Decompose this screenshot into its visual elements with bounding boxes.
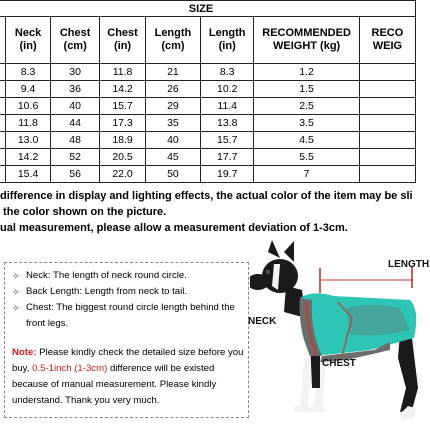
table-cell: 2.5 xyxy=(254,98,359,115)
table-cell: 8.3 xyxy=(6,64,51,81)
neck-label: NECK xyxy=(248,316,277,327)
table-cell: 1.5 xyxy=(254,81,359,98)
table-cell xyxy=(359,166,415,183)
table-cell: 11.8 xyxy=(100,64,146,81)
table-row xyxy=(0,64,416,81)
table-row xyxy=(0,81,416,98)
note-text-1: Please kindly check the detailed size before you buy, xyxy=(12,347,244,374)
length-measure-lines xyxy=(320,266,412,293)
disclaimer-notes xyxy=(0,188,430,236)
column-header: RECO WEIG xyxy=(359,17,415,64)
column-header: Length (cm) xyxy=(145,17,200,64)
table-cell xyxy=(359,115,415,132)
chest-label: CHEST xyxy=(322,358,356,369)
table-cell: 4.5 xyxy=(254,132,359,149)
table-cell: 17.7 xyxy=(201,149,254,166)
table-cell: 29 xyxy=(145,98,200,115)
table-cell: 14.2 xyxy=(100,81,146,98)
bullet-text: Chest: The biggest round circle length behind the front legs. xyxy=(26,302,235,329)
bullet-text: Back Length: Length from neck to tail. xyxy=(26,286,188,297)
column-header: Chest (cm) xyxy=(51,17,100,64)
note-line-measurement: ual measurement, please allow a measurement deviation of 1-3cm. xyxy=(0,222,348,234)
table-cell: 50 xyxy=(145,166,200,183)
table-cell: 45 xyxy=(145,149,200,166)
table-cell: 36 xyxy=(51,81,100,98)
bullet-chest xyxy=(12,300,244,332)
table-cell: 10.6 xyxy=(6,98,51,115)
table-cell: 8.3 xyxy=(201,64,254,81)
table-cell xyxy=(359,81,415,98)
table-cell: 52 xyxy=(51,149,100,166)
table-cell: 17.3 xyxy=(100,115,146,132)
measurement-guide-box xyxy=(4,262,249,418)
table-cell: 9.4 xyxy=(6,81,51,98)
table-cell: 5.5 xyxy=(254,149,359,166)
size-table-section xyxy=(0,0,430,185)
table-cell: 20.5 xyxy=(100,149,146,166)
table-cell xyxy=(359,132,415,149)
table-cell: 11.8 xyxy=(6,115,51,132)
diamond-bullet-icon: ✧ xyxy=(12,287,20,297)
table-cell: 40 xyxy=(51,98,100,115)
table-cell: 48 xyxy=(51,132,100,149)
table-cell: 15.7 xyxy=(100,98,146,115)
table-cell xyxy=(359,149,415,166)
table-cell xyxy=(359,64,415,81)
table-cell: 44 xyxy=(51,115,100,132)
table-cell: 18.9 xyxy=(100,132,146,149)
length-label: LENGTH xyxy=(388,259,430,270)
column-header: Length (in) xyxy=(201,17,254,64)
table-title: SIZE xyxy=(0,1,416,17)
note-line-picture: the color shown on the picture. xyxy=(0,206,167,218)
table-cell: 1.2 xyxy=(254,64,359,81)
table-row xyxy=(0,149,416,166)
dog-head xyxy=(250,240,298,293)
table-cell: 26 xyxy=(145,81,200,98)
diamond-bullet-icon: ✧ xyxy=(12,303,20,313)
bullet-neck xyxy=(12,268,244,284)
table-cell: 13.8 xyxy=(201,115,254,132)
table-cell: 7 xyxy=(254,166,359,183)
table-cell: 15.4 xyxy=(6,166,51,183)
bullet-back-length xyxy=(12,284,244,300)
table-cell: 15.7 xyxy=(201,132,254,149)
table-cell: 21 xyxy=(145,64,200,81)
diamond-bullet-icon: ✧ xyxy=(12,271,20,281)
note-text-2: difference will be existed because of manual measurement. Please kindly understand. Thank you very much. xyxy=(12,363,217,406)
table-row xyxy=(0,115,416,132)
note-label: Note: xyxy=(12,347,37,358)
column-header: RECOMMENDED WEIGHT (kg) xyxy=(254,17,359,64)
table-cell: 56 xyxy=(51,166,100,183)
table-cell: 30 xyxy=(51,64,100,81)
table-cell: 40 xyxy=(145,132,200,149)
table-cell: 11.4 xyxy=(201,98,254,115)
table-cell: 22.0 xyxy=(100,166,146,183)
dog-measurement-diagram xyxy=(250,238,430,430)
table-row xyxy=(0,98,416,115)
table-cell: 35 xyxy=(145,115,200,132)
measurement-bullets xyxy=(12,268,244,332)
table-cell xyxy=(359,98,415,115)
table-row xyxy=(0,166,416,183)
bullet-text: Neck: The length of neck round circle. xyxy=(26,270,187,281)
note-line-color: difference in display and lighting effects, the actual color of the item may be sli xyxy=(0,190,413,202)
size-note xyxy=(12,345,244,409)
column-header: Chest (in) xyxy=(100,17,146,64)
table-cell: 13.0 xyxy=(6,132,51,149)
table-cell: 3.5 xyxy=(254,115,359,132)
column-header: Neck (in) xyxy=(6,17,51,64)
size-table xyxy=(0,0,416,183)
table-cell: 10.2 xyxy=(201,81,254,98)
table-row xyxy=(0,132,416,149)
table-cell: 19.7 xyxy=(201,166,254,183)
note-highlight: 0.5-1inch (1-3cm) xyxy=(32,363,108,374)
table-cell: 14.2 xyxy=(6,149,51,166)
